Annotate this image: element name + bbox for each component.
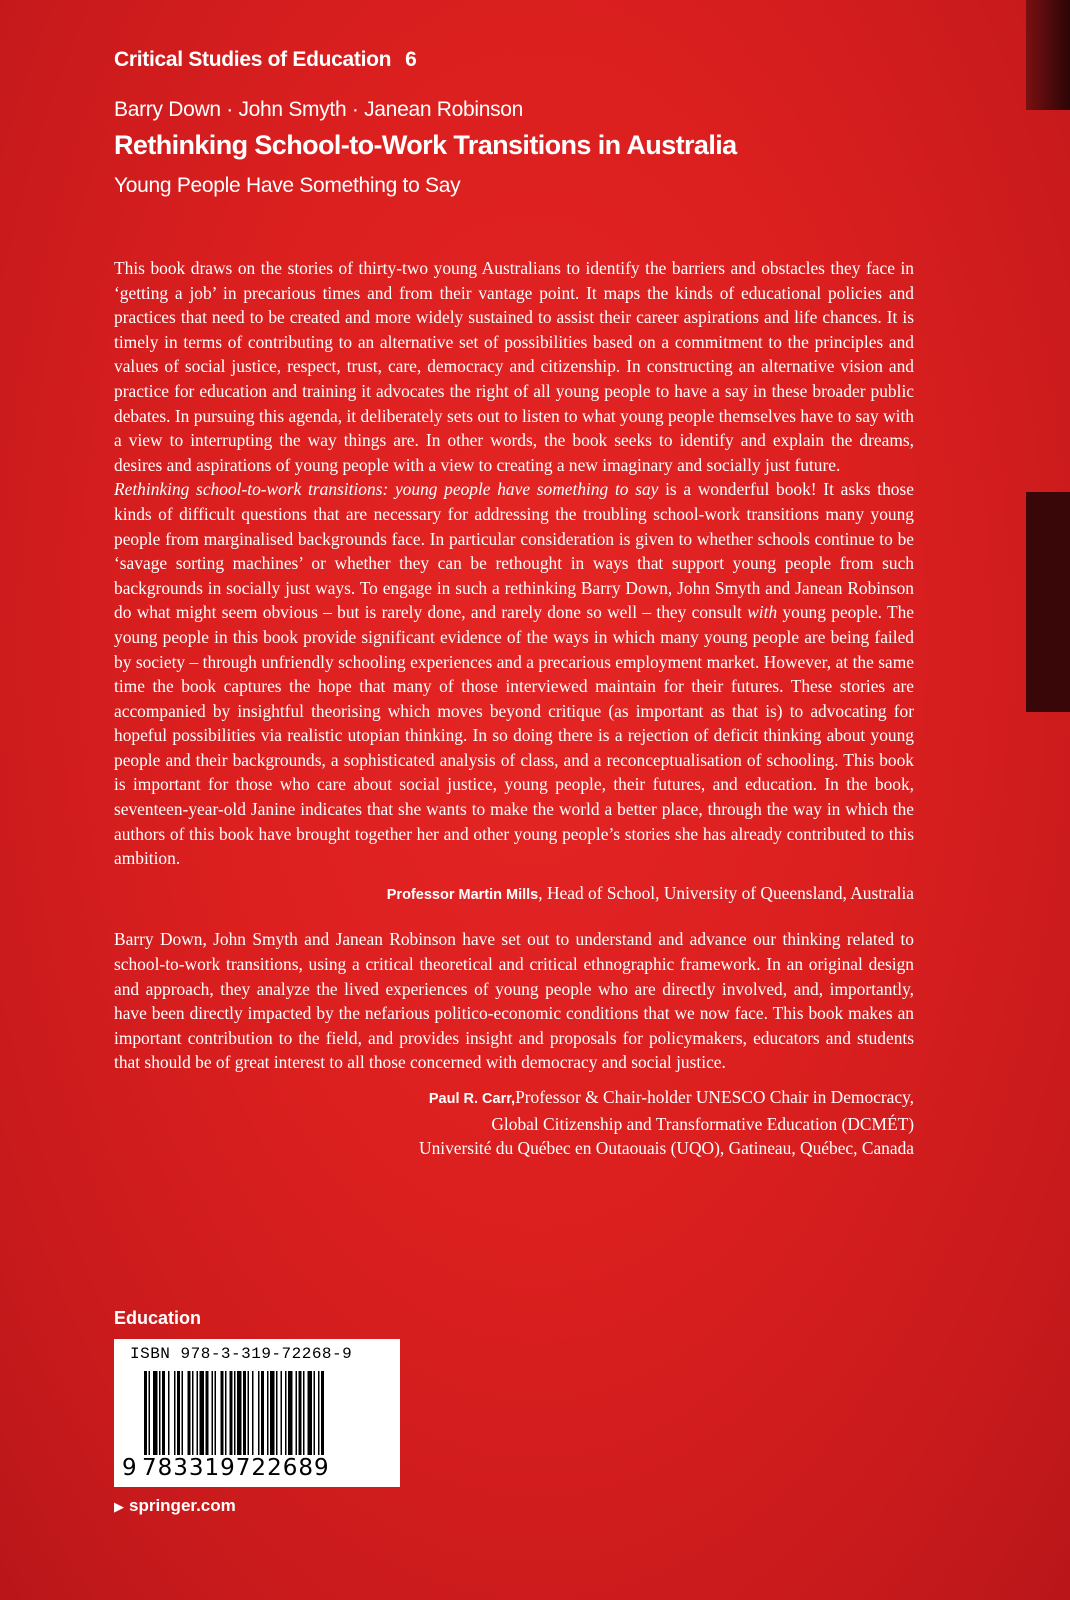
- barcode-bar: [200, 1371, 205, 1455]
- barcode-bar: [221, 1371, 224, 1455]
- review-book-title: Rethinking school-to-work transitions: young people have something to say: [114, 479, 659, 500]
- barcode-bar: [206, 1371, 209, 1455]
- barcode-bar: [276, 1371, 278, 1455]
- barcode-bar: [299, 1371, 302, 1455]
- ean-first-digit: 9: [122, 1455, 137, 1481]
- barcode-bar: [153, 1371, 158, 1455]
- barcode-bar: [212, 1371, 214, 1455]
- barcode-bar: [168, 1371, 170, 1455]
- arrow-right-icon: ▶: [114, 1499, 124, 1514]
- review-paragraph-2: Barry Down, John Smyth and Janean Robinson have set out to understand and advance our thinking related to school-to-work transitions, using a critical theoretical and critical ethnographic framework. In an original design and approach, they analyze the lived experiences of young people who are directly involved, and, importantly, have been directly impacted by the nefarious politico-economic conditions that we now face. This book makes an important contribution to the field, and provides insight and proposals for policymakers, educators and students that should be of great interest to all those concerned with democracy and social justice.: [114, 929, 914, 1073]
- barcode-bar: [215, 1371, 217, 1455]
- reviewer-affiliation: Professor & Chair-holder UNESCO Chair in Democracy,: [515, 1087, 914, 1107]
- barcode-bar: [174, 1371, 176, 1455]
- isbn-text: ISBN 978-3-319-72268-9: [130, 1345, 353, 1363]
- barcode-bar: [230, 1371, 233, 1455]
- review-attribution-2: [114, 1085, 914, 1161]
- publisher-link: [114, 1496, 236, 1516]
- barcode-bar: [177, 1371, 180, 1455]
- barcode-bar: [149, 1371, 151, 1455]
- barcode-bar: [303, 1371, 305, 1455]
- publisher-url: springer.com: [129, 1496, 236, 1515]
- isbn-barcode: [114, 1339, 400, 1487]
- reviewer-affiliation: Université du Québec en Outaouais (UQO), Gatineau, Québec, Canada: [419, 1138, 914, 1159]
- barcode-bar: [243, 1371, 246, 1455]
- blurb-paragraph: This book draws on the stories of thirty-two young Australians to identify the barriers and obstacles they face in ‘getting a job’ in precarious times and from their vantage point. It maps the kinds of educational policies and practices that need to be created and more widely sustained to assist their career aspirations and life chances. It is timely in terms of contributing to an alternative set of possibilities based on a commitment to the principles and values of social justice, respect, trust, care, democracy and citizenship. In constructing an alternative vision and practice for education and training it advocates the right of all young people to have a say in these broader public debates. In pursuing this agenda, it deliberately sets out to listen to what young people themselves have to say with a view to interrupting the way things are. In other words, the book seeks to identify and explain the dreams, desires and aspirations of young people with a view to creating a new imaginary and socially just future.: [114, 258, 914, 475]
- review-paragraph-1: [114, 477, 914, 871]
- review-text-part: is a wonderful book! It asks those kinds of difficult questions that are necessary for addressing the troubling school-work transitions many young people from marginalised backgrounds face. In particular consideration is given to whether schools continue to be ‘savage sorting machines’ or whether they can be rethought in ways that support young people from such backgrounds in socially just ways. To engage in such a rethinking Barry Down, John Smyth and Janean Robinson do what might seem obvious – but is rarely done, and rarely done so well – they consult: [114, 479, 914, 623]
- barcode-bar: [237, 1371, 242, 1455]
- review-attribution-1: [114, 881, 914, 908]
- book-title: Rethinking School-to-Work Transitions in Australia: [114, 130, 737, 160]
- review-emphasis: with: [747, 602, 778, 623]
- barcode-bar: [308, 1371, 313, 1455]
- barcode-bar: [144, 1371, 147, 1455]
- barcode-bar: [182, 1371, 184, 1455]
- spine-edge-top: [1026, 0, 1070, 110]
- barcode-bar: [270, 1371, 275, 1455]
- subject-category: Education: [114, 1308, 202, 1328]
- barcode-bar: [296, 1371, 298, 1455]
- barcode-bar: [192, 1371, 194, 1455]
- barcode-bar: [188, 1371, 191, 1455]
- series-name: Critical Studies of Education: [114, 48, 392, 71]
- barcode-bar: [281, 1371, 283, 1455]
- barcode-bar: [267, 1371, 269, 1455]
- back-cover-text: [114, 256, 914, 1161]
- barcode-bar: [261, 1371, 264, 1455]
- barcode-bar: [159, 1371, 161, 1455]
- reviewer-affiliation: Global Citizenship and Transformative Education (DCMÉT): [491, 1113, 914, 1134]
- barcode-bar: [318, 1371, 320, 1455]
- barcode-bar: [248, 1371, 250, 1455]
- barcode-bar: [321, 1371, 324, 1455]
- review-text-part: young people. The young people in this book provide significant evidence of the ways in which many young people are being failed by society – through unfriendly schooling experiences and a precarious employment market. However, at the same time the book captures the hope that many of those interviewed maintain for their futures. These stories are accompanied by insightful theorising which moves beyond critique (as important as that is) to advocating for hopeful possibilities via realistic utopian thinking. In so doing there is a rejection of deficit thinking about young people and their backgrounds, a sophisticated analysis of class, and a reconceptualisation of schooling. This book is important for those who care about social justice, young people, their futures, and education. In the book, seventeen-year-old Janine indicates that she wants to make the world a better place, through the way in which the authors of this book have brought together her and other young people’s stories she has already contributed to this ambition.: [114, 602, 914, 869]
- reviewer-name: Paul R. Carr,: [428, 1091, 516, 1107]
- spine-edge-tab: [1026, 492, 1070, 712]
- barcode-bar: [234, 1371, 236, 1455]
- authors: Barry Down · John Smyth · Janean Robinson: [114, 98, 524, 121]
- barcode-bar: [162, 1371, 165, 1455]
- barcode-bar: [225, 1371, 227, 1455]
- barcode-bar: [258, 1371, 260, 1455]
- series-number: 6: [405, 48, 417, 71]
- book-subtitle: Young People Have Something to Say: [114, 174, 461, 197]
- barcode-bar: [288, 1371, 293, 1455]
- series-line: [114, 48, 417, 72]
- barcode-bar: [197, 1371, 199, 1455]
- reviewer-name: Professor Martin Mills: [386, 886, 539, 903]
- barcode-bar: [314, 1371, 316, 1455]
- reviewer-affiliation: , Head of School, University of Queensland, Australia: [538, 882, 914, 903]
- barcode-bar: [252, 1371, 254, 1455]
- barcode-bar: [285, 1371, 287, 1455]
- ean-digits: 783319722689: [142, 1455, 330, 1481]
